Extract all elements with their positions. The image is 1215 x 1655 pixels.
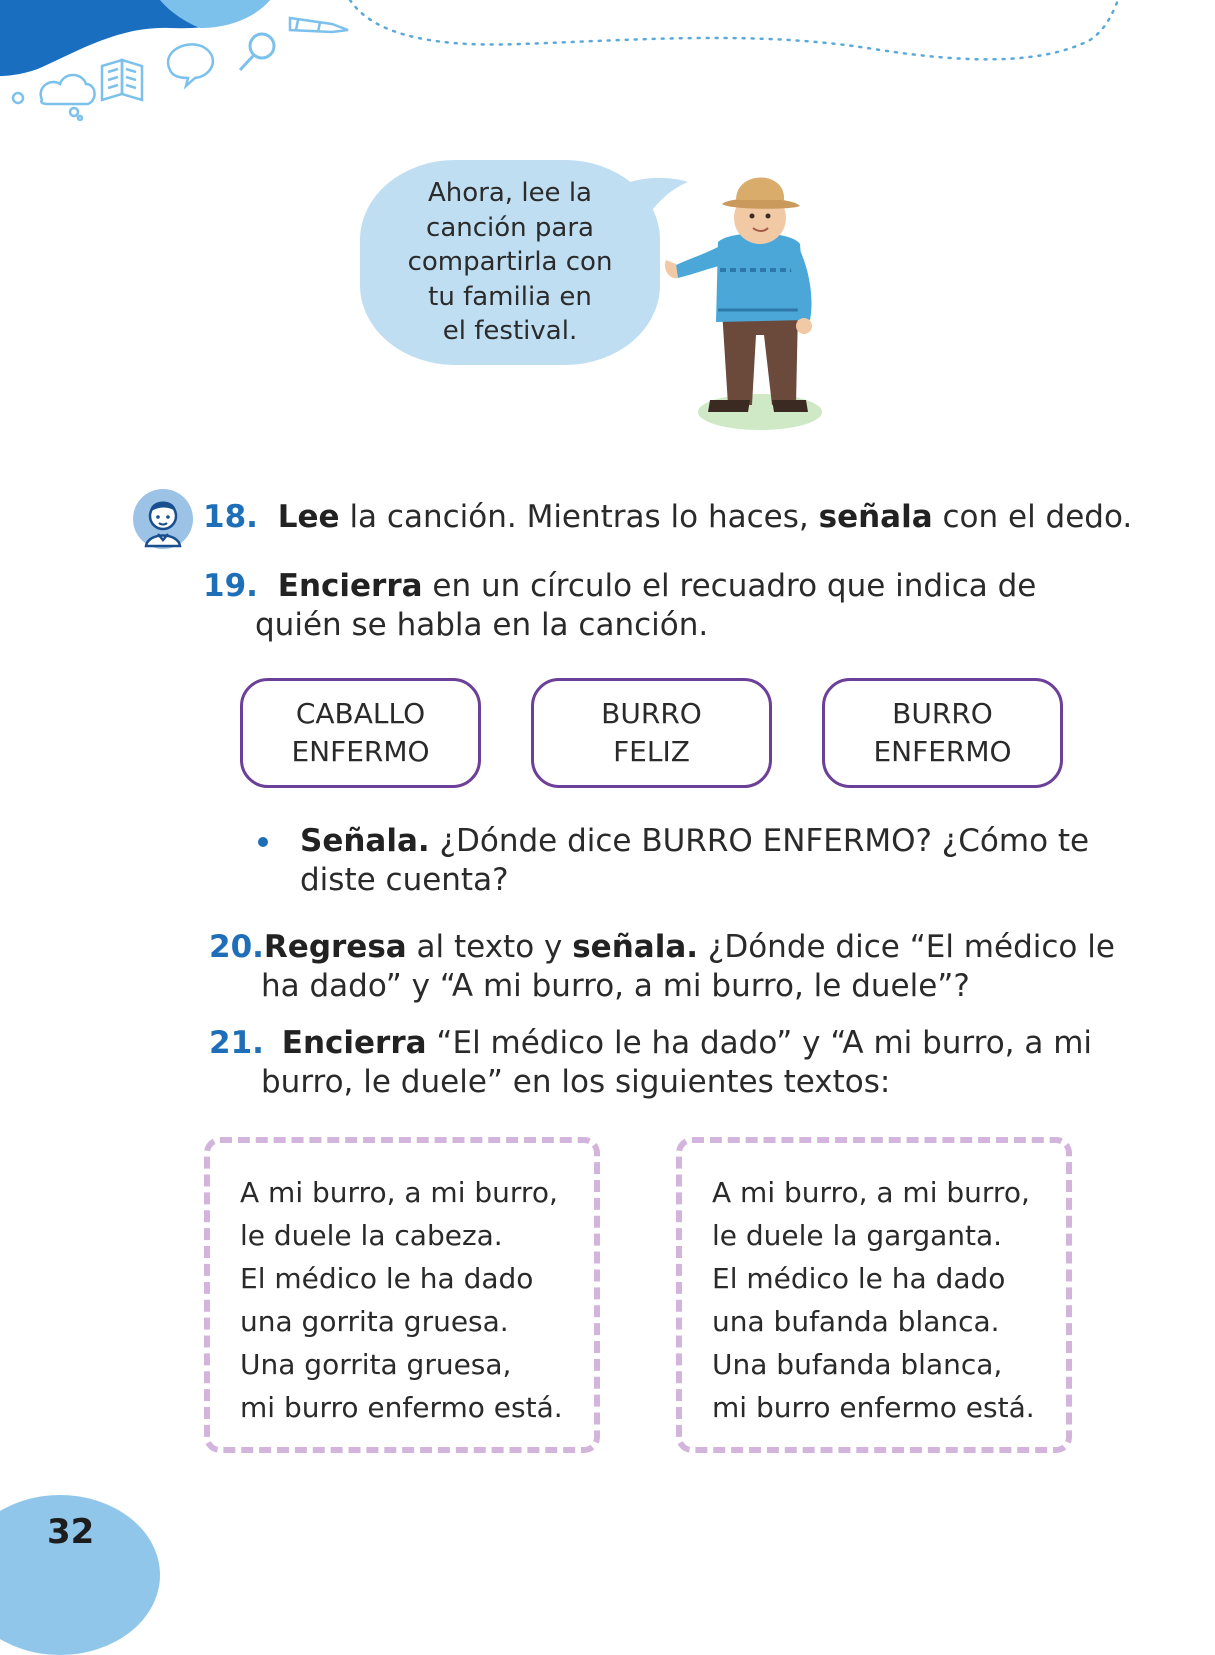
instruction-verb: Lee: [277, 499, 340, 535]
song-line: una gorrita gruesa.: [240, 1305, 509, 1338]
option-label: ENFERMO: [291, 735, 430, 768]
question-21-line-2: burro, le duele” en los siguientes textos:: [261, 1064, 891, 1100]
song-line: El médico le ha dado: [240, 1262, 534, 1295]
option-label: ENFERMO: [873, 735, 1012, 768]
bubble-line: tu familia en: [428, 281, 592, 312]
speech-bubble-text: [390, 176, 630, 349]
student-icon: [132, 488, 194, 550]
instruction-verb: señala: [818, 499, 933, 535]
question-number: 19.: [203, 568, 258, 604]
bubble-line: el festival.: [442, 316, 578, 347]
song-line: le duele la garganta.: [712, 1219, 1003, 1252]
option-burro-enfermo[interactable]: [822, 678, 1063, 788]
option-label: BURRO: [892, 697, 993, 730]
speech-bubble-icon: [168, 44, 213, 86]
question-text: “El médico le ha dado” y “A mi burro, a mi: [426, 1025, 1093, 1061]
header-decoration: [0, 0, 1215, 130]
boy-illustration: [660, 160, 860, 450]
question-18: [203, 498, 1132, 537]
bubble-line: canción para: [426, 212, 594, 243]
question-20-line-2: ha dado” y “A mi burro, a mi burro, le duele”?: [261, 968, 970, 1004]
cloud-icon: [13, 75, 95, 120]
instruction-verb: Señala.: [300, 823, 430, 859]
bullet-question: [300, 822, 1089, 861]
question-text: con el dedo.: [932, 499, 1133, 535]
song-line: mi burro enfermo está.: [240, 1391, 563, 1424]
question-text: la canción. Mientras lo haces,: [339, 499, 819, 535]
instruction-verb: Encierra: [281, 1025, 427, 1061]
book-icon: [102, 60, 142, 100]
speech-bubble: [360, 160, 660, 365]
question-number: 20.: [209, 929, 264, 965]
question-text: en un círculo el recuadro que indica de: [422, 568, 1037, 604]
option-caballo-enfermo[interactable]: [240, 678, 481, 788]
bubble-line: compartirla con: [407, 247, 613, 278]
option-burro-feliz[interactable]: [531, 678, 772, 788]
magnifier-icon: [240, 34, 274, 70]
question-19-line-2: quién se habla en la canción.: [255, 607, 709, 643]
song-line: Una bufanda blanca,: [712, 1348, 1003, 1381]
question-text: ¿Dónde dice “El médico le: [698, 929, 1115, 965]
question-number: 21.: [209, 1025, 264, 1061]
song-text-box-1: [204, 1137, 600, 1453]
question-21: [209, 1024, 1092, 1063]
question-number: 18.: [203, 499, 258, 535]
instruction-verb: Encierra: [277, 568, 423, 604]
bullet-question-line-2: diste cuenta?: [300, 862, 509, 898]
option-label: CABALLO: [295, 697, 426, 730]
song-line: mi burro enfermo está.: [712, 1391, 1035, 1424]
option-label: FELIZ: [613, 735, 690, 768]
question-20: [209, 928, 1115, 967]
question-text: ¿Dónde dice BURRO ENFERMO? ¿Cómo te: [429, 823, 1090, 859]
song-line: le duele la cabeza.: [240, 1219, 503, 1252]
pencil-icon: [290, 18, 348, 32]
instruction-verb: señala.: [572, 929, 699, 965]
song-line: A mi burro, a mi burro,: [712, 1176, 1030, 1209]
song-line: A mi burro, a mi burro,: [240, 1176, 558, 1209]
song-line: una bufanda blanca.: [712, 1305, 1000, 1338]
instruction-verb: Regresa: [263, 929, 407, 965]
bullet-icon: [258, 837, 268, 847]
song-line: Una gorrita gruesa,: [240, 1348, 512, 1381]
page-number: 32: [47, 1512, 95, 1552]
question-text: al texto y: [406, 929, 573, 965]
bubble-line: Ahora, lee la: [428, 178, 592, 209]
song-text-box-2: [676, 1137, 1072, 1453]
question-19: [203, 567, 1036, 606]
song-line: El médico le ha dado: [712, 1262, 1006, 1295]
option-label: BURRO: [601, 697, 702, 730]
